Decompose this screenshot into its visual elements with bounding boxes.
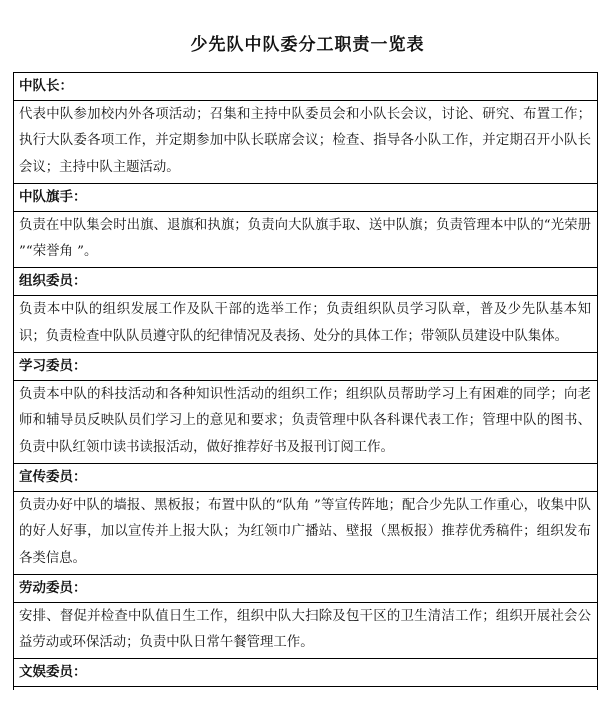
role-duty-publicity: 负责办好中队的墙报、黑板报；布置中队的“队角 ”等宣传阵地；配合少先队工作重心，收集中队的好人好事，加以宣传并上报大队；为红领巾广播站、壁报（黑板报）推荐优秀稿件；组织发布各类信息。 (14, 492, 597, 575)
page-title: 少先队中队委分工职责一览表 (190, 35, 425, 55)
role-duty-entertainment (14, 687, 597, 690)
role-header-publicity: 宣传委员： (14, 464, 597, 492)
role-header-entertainment: 文娱委员： (14, 659, 597, 687)
role-header-flag-bearer: 中队旗手： (14, 184, 597, 212)
role-duty-study: 负责本中队的科技活动和各种知识性活动的组织工作；组织队员帮助学习上有困难的同学；向老师和辅导员反映队员们学习上的意见和要求；负责管理中队各科课代表工作；管理中队的图书、负责中队红领巾读书读报活动，做好推荐好书及报刊订阅工作。 (14, 381, 597, 464)
role-duty-labor: 安排、督促并检查中队值日生工作，组织中队大扫除及包干区的卫生清洁工作；组织开展社会公益劳动或环保活动；负责中队日常午餐管理工作。 (14, 603, 597, 660)
role-duty-organization: 负责本中队的组织发展工作及队干部的选举工作；负责组织队员学习队章，普及少先队基本知识；负责检查中队队员遵守队的纪律情况及表扬、处分的具体工作；带领队员建设中队集体。 (14, 296, 597, 353)
role-duty-flag-bearer: 负责在中队集会时出旗、退旗和执旗；负责向大队旗手取、送中队旗；负责管理本中队的“光荣册 ”“荣誉角 ”。 (14, 212, 597, 269)
role-header-study: 学习委员： (14, 353, 597, 381)
duty-table (13, 72, 598, 690)
role-header-organization: 组织委员： (14, 268, 597, 296)
role-duty-squadron-leader: 代表中队参加校内外各项活动；召集和主持中队委员会和小队长会议，讨论、研究、布置工作；执行大队委各项工作，并定期参加中队长联席会议；检查、指导各小队工作，并定期召开小队长会议；主持中队主题活动。 (14, 101, 597, 184)
role-header-squadron-leader: 中队长： (14, 73, 597, 101)
role-header-labor: 劳动委员： (14, 575, 597, 603)
